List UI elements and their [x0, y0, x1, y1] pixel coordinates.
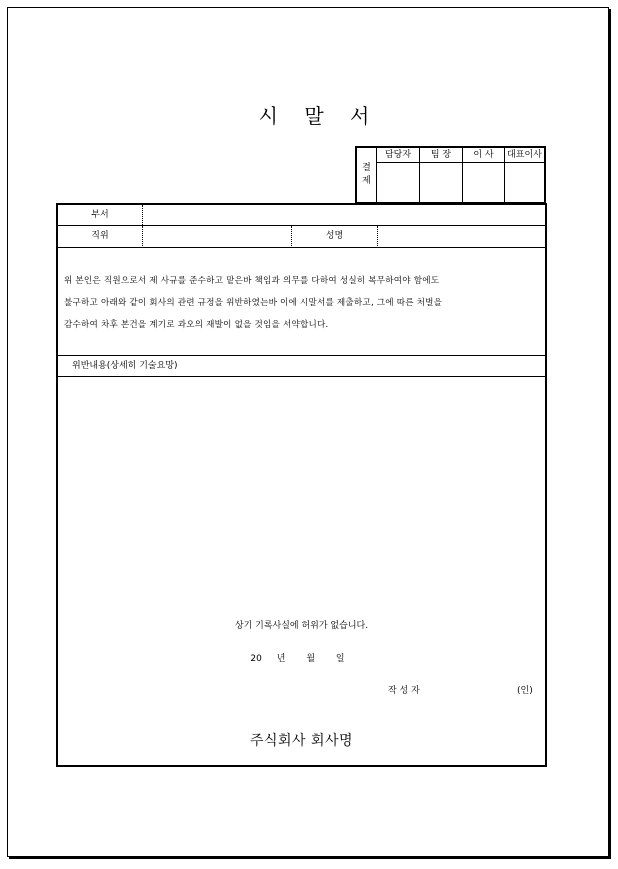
approval-column-team-lead	[420, 148, 463, 202]
name-label: 성명	[292, 226, 378, 246]
statement-form	[56, 203, 547, 767]
confirm-text: 상기 기록사실에 허위가 없습니다.	[234, 621, 369, 631]
date-year-unit: 년	[276, 654, 286, 664]
approval-column-label: 팀 장	[420, 148, 462, 163]
statement-line: 감수하여 차후 본건을 계기로 과오의 재발이 없을 것임을 서약합니다.	[64, 320, 329, 330]
approval-column-label: 이 사	[463, 148, 504, 163]
violation-header: 위반내용(상세히 기술요망)	[58, 356, 545, 377]
approval-side-label	[357, 148, 377, 202]
approval-column-ceo	[505, 148, 544, 202]
approval-side-text: 결제	[362, 163, 371, 186]
seal-label: (인)	[517, 686, 533, 696]
statement-text	[58, 248, 545, 356]
statement-line: 위 본인은 직원으로서 제 사규를 준수하고 맡은바 책임과 의무를 다하여 성실히 복무하여야 함에도	[64, 276, 440, 286]
statement-line: 불구하고 아래와 같이 회사의 관련 규정을 위반하였는바 이에 시말서를 제출하고, 그에 따른 처벌을	[64, 298, 443, 308]
date-line	[58, 651, 545, 664]
writer-label: 작 성 자	[388, 686, 420, 696]
position-field[interactable]	[143, 226, 292, 246]
date-year: 20	[250, 654, 262, 664]
approval-column-staff	[377, 148, 420, 202]
department-row	[58, 205, 545, 226]
approval-box	[355, 146, 546, 204]
approval-column-label: 담당자	[377, 148, 419, 163]
approval-column-director	[463, 148, 505, 202]
department-field[interactable]	[143, 205, 545, 225]
date-day-unit: 일	[335, 654, 345, 664]
violation-content-area[interactable]	[58, 377, 545, 727]
company-name: 주식회사 회사명	[249, 733, 354, 749]
position-label: 직위	[58, 226, 143, 246]
document-title: 시 말 서	[258, 104, 380, 128]
approval-column-label: 대표이사	[505, 148, 544, 163]
name-field[interactable]	[378, 226, 545, 246]
department-label: 부서	[58, 205, 143, 225]
date-month-unit: 월	[306, 654, 316, 664]
position-name-row	[58, 226, 545, 248]
